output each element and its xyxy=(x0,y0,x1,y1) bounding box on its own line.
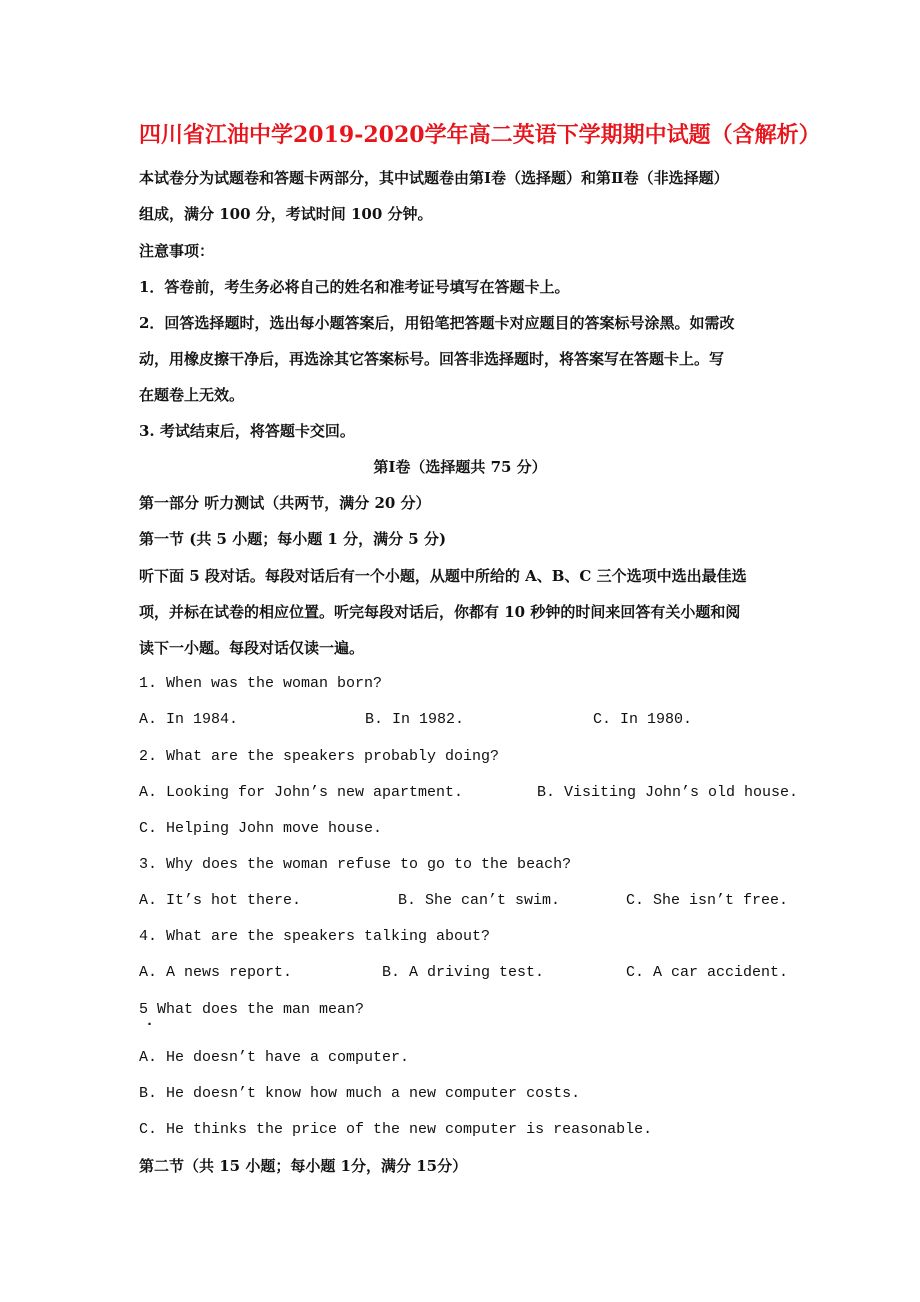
notice-heading: 注意事项： xyxy=(139,242,215,260)
option-b: B. He doesn’t know how much a new computer costs. xyxy=(139,1085,581,1102)
section1-instructions: 读下一小题。每段对话仅读一遍。 xyxy=(139,639,365,657)
option-c: C. Helping John move house. xyxy=(139,820,383,837)
document-title: 四川省江油中学2019-2020学年高二英语下学期期中试题（含解析） xyxy=(139,122,821,148)
volume-heading: 第Ⅰ卷（选择题共 75 分） xyxy=(373,458,547,476)
intro-line: 本试卷分为试题卷和答题卡两部分，其中试题卷由第Ⅰ卷（选择题）和第Ⅱ卷（非选择题） xyxy=(139,169,729,187)
option-b: B. She can’t swim. xyxy=(398,892,561,909)
question-2: 2. What are the speakers probably doing? xyxy=(139,748,500,765)
question-4: 4. What are the speakers talking about? xyxy=(139,928,491,945)
option-b: B. In 1982. xyxy=(365,711,465,728)
option-c: C. A car accident. xyxy=(626,964,789,981)
option-c: C. He thinks the price of the new computer is reasonable. xyxy=(139,1121,653,1138)
intro-line: 组成，满分 100 分，考试时间 100 分钟。 xyxy=(139,205,433,223)
notice-item: 2．回答选择题时，选出每小题答案后，用铅笔把答题卡对应题目的答案标号涂黑。如需改 xyxy=(139,314,735,332)
question-3: 3. Why does the woman refuse to go to the beach? xyxy=(139,856,572,873)
option-b: B. Visiting John’s old house. xyxy=(537,784,799,801)
section1-instructions: 项，并标在试卷的相应位置。听完每段对话后，你都有 10 秒钟的时间来回答有关小题和阅 xyxy=(139,603,741,621)
section2-heading: 第二节（共 15 小题；每小题 1分，满分 15分） xyxy=(139,1157,468,1175)
notice-item: 动，用橡皮擦干净后，再选涂其它答案标号。回答非选择题时，将答案写在答题卡上。写 xyxy=(139,350,725,368)
question-5-mark: . xyxy=(145,1013,155,1030)
notice-item: 3. 考试结束后，将答题卡交回。 xyxy=(139,422,355,440)
option-a: A. A news report. xyxy=(139,964,293,981)
option-a: A. It’s hot there. xyxy=(139,892,302,909)
option-c: C. In 1980. xyxy=(593,711,693,728)
option-a: A. In 1984. xyxy=(139,711,239,728)
section1-instructions: 听下面 5 段对话。每段对话后有一个小题，从题中所给的 A、B、C 三个选项中选出最佳选 xyxy=(139,567,747,585)
option-b: B. A driving test. xyxy=(382,964,545,981)
notice-item: 1．答卷前，考生务必将自己的姓名和准考证号填写在答题卡上。 xyxy=(139,278,570,296)
question-5: 5 What does the man mean? xyxy=(139,1001,365,1018)
section1-heading: 第一节 (共 5 小题；每小题 1 分，满分 5 分) xyxy=(139,530,447,548)
part-heading: 第一部分 听力测试（共两节，满分 20 分） xyxy=(139,494,431,512)
option-a: A. Looking for John’s new apartment. xyxy=(139,784,464,801)
notice-item: 在题卷上无效。 xyxy=(139,386,245,404)
option-a: A. He doesn’t have a computer. xyxy=(139,1049,410,1066)
question-1: 1. When was the woman born? xyxy=(139,675,383,692)
option-c: C. She isn’t free. xyxy=(626,892,789,909)
